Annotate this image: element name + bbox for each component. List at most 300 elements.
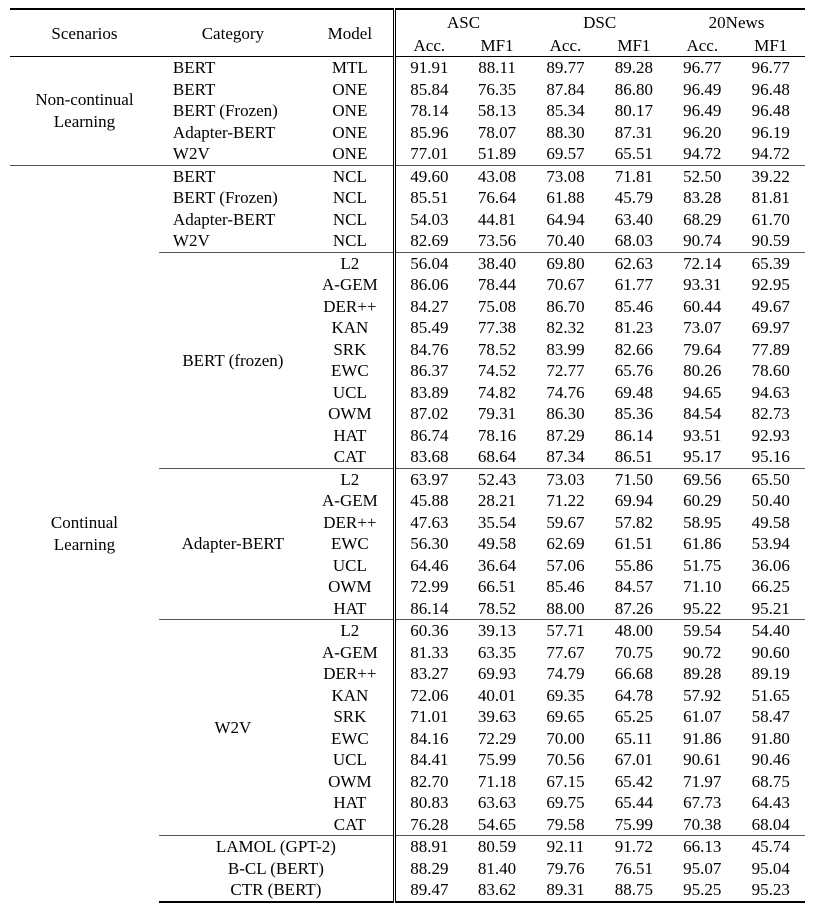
category-name: Adapter-BERT xyxy=(159,468,307,620)
metric-value: 49.58 xyxy=(477,534,517,554)
category-name: W2V xyxy=(159,620,307,836)
metric-value: 39.63 xyxy=(477,707,517,727)
scenario-label: Non-continual Learning xyxy=(35,89,134,131)
metric-value: 88.30 xyxy=(546,122,585,142)
metric-value: 68.04 xyxy=(751,814,790,834)
metric-value: 91.72 xyxy=(600,836,668,858)
metric-value: 86.74 xyxy=(394,425,462,447)
metric-value: 85.46 xyxy=(546,577,585,597)
metric-value: 86.37 xyxy=(394,360,462,382)
metric-value: 92.93 xyxy=(751,425,790,445)
metric-value: 57.82 xyxy=(614,512,653,532)
metric-value: 88.00 xyxy=(546,598,585,618)
metric-value: 54.03 xyxy=(394,209,462,231)
metric-value: 67.01 xyxy=(614,750,653,770)
category-name: BERT xyxy=(172,58,216,78)
category-name: BERT (frozen) xyxy=(159,252,307,468)
model-name: OWM xyxy=(328,404,372,424)
metric-value: 63.97 xyxy=(394,468,462,490)
metric-value: 85.46 xyxy=(614,296,653,316)
metric-value: 71.50 xyxy=(600,468,668,490)
metric-value: 71.81 xyxy=(600,165,668,187)
table-body xyxy=(10,57,805,902)
metric-value: 61.88 xyxy=(546,188,585,208)
metric-value: 45.74 xyxy=(737,836,806,858)
metric-value: 95.23 xyxy=(737,879,806,902)
metric-value: 61.77 xyxy=(614,275,653,295)
metric-value: 96.77 xyxy=(751,58,790,78)
metric-value: 65.76 xyxy=(614,361,653,381)
metric-value: 51.89 xyxy=(477,144,517,164)
metric-value: 71.97 xyxy=(683,771,722,791)
metric-value: 83.28 xyxy=(683,188,722,208)
metric-value: 69.94 xyxy=(614,491,653,511)
metric-value: 93.31 xyxy=(683,275,722,295)
metric-value: 84.54 xyxy=(683,404,722,424)
header-dataset-20news: 20News xyxy=(668,9,805,34)
metric-value: 55.86 xyxy=(614,555,653,575)
metric-value: 89.28 xyxy=(683,664,722,684)
metric-value: 78.07 xyxy=(477,122,517,142)
metric-value: 82.73 xyxy=(751,404,790,424)
metric-value: 89.47 xyxy=(394,879,462,902)
model-name: HAT xyxy=(333,598,367,618)
header-metric: Acc. xyxy=(531,34,599,57)
metric-value: 90.59 xyxy=(751,231,790,251)
model-name: KAN xyxy=(331,685,369,705)
model-name: A-GEM xyxy=(322,642,378,662)
metric-value: 38.40 xyxy=(463,252,531,274)
metric-value: 36.64 xyxy=(477,555,517,575)
category-name: BERT (Frozen) xyxy=(172,188,278,208)
metric-value: 53.94 xyxy=(751,534,790,554)
metric-value: 85.96 xyxy=(394,122,462,144)
metric-value: 83.68 xyxy=(394,446,462,468)
model-name: NCL xyxy=(332,231,367,251)
model-name: DER++ xyxy=(323,296,377,316)
metric-value: 96.48 xyxy=(751,101,790,121)
metric-value: 51.75 xyxy=(683,555,722,575)
metric-value: 62.63 xyxy=(600,252,668,274)
metric-value: 82.32 xyxy=(546,318,585,338)
metric-value: 88.11 xyxy=(478,58,516,78)
category-name: BERT xyxy=(172,79,216,99)
metric-value: 43.08 xyxy=(463,165,531,187)
metric-value: 86.06 xyxy=(394,274,462,296)
metric-value: 73.07 xyxy=(683,318,722,338)
metric-value: 49.58 xyxy=(751,512,790,532)
metric-value: 95.17 xyxy=(683,447,722,467)
metric-value: 72.06 xyxy=(394,685,462,707)
metric-value: 81.40 xyxy=(477,858,517,878)
metric-value: 77.67 xyxy=(546,642,585,662)
metric-value: 49.60 xyxy=(394,165,462,187)
results-table xyxy=(10,8,805,903)
metric-value: 64.94 xyxy=(546,209,585,229)
metric-value: 78.44 xyxy=(477,275,517,295)
metric-value: 71.01 xyxy=(394,706,462,728)
metric-value: 91.91 xyxy=(394,57,462,79)
model-name: CAT xyxy=(333,447,366,467)
metric-value: 67.15 xyxy=(546,771,585,791)
metric-value: 81.33 xyxy=(394,642,462,664)
metric-value: 93.51 xyxy=(683,425,722,445)
metric-value: 83.89 xyxy=(394,382,462,404)
metric-value: 65.50 xyxy=(737,468,806,490)
metric-value: 62.69 xyxy=(546,534,585,554)
metric-value: 44.81 xyxy=(477,209,517,229)
metric-value: 72.14 xyxy=(668,252,736,274)
metric-value: 87.84 xyxy=(546,79,585,99)
metric-value: 57.71 xyxy=(531,620,599,642)
metric-value: 88.75 xyxy=(600,879,668,902)
metric-value: 71.18 xyxy=(477,771,517,791)
metric-value: 50.40 xyxy=(751,491,790,511)
model-name: SRK xyxy=(333,339,367,359)
model-name: NCL xyxy=(332,188,367,208)
metric-value: 84.57 xyxy=(614,577,653,597)
metric-value: 84.41 xyxy=(394,749,462,771)
metric-value: 79.64 xyxy=(683,339,722,359)
header-metric: Acc. xyxy=(394,34,462,57)
metric-value: 66.13 xyxy=(668,836,736,858)
metric-value: 66.51 xyxy=(477,577,517,597)
metric-value: 56.04 xyxy=(394,252,462,274)
metric-value: 54.65 xyxy=(477,814,517,834)
header-metric: MF1 xyxy=(737,34,806,57)
metric-value: 90.61 xyxy=(683,750,722,770)
metric-value: 63.63 xyxy=(477,793,517,813)
metric-value: 73.56 xyxy=(477,231,517,251)
category-name: W2V xyxy=(172,231,210,251)
metric-value: 54.40 xyxy=(737,620,806,642)
metric-value: 88.91 xyxy=(394,836,462,858)
metric-value: 47.63 xyxy=(394,512,462,534)
model-name: A-GEM xyxy=(322,275,378,295)
metric-value: 48.00 xyxy=(600,620,668,642)
metric-value: 68.29 xyxy=(683,209,722,229)
metric-value: 76.35 xyxy=(477,79,517,99)
scenario-label: Continual Learning xyxy=(50,512,118,554)
metric-value: 69.97 xyxy=(751,318,790,338)
metric-value: 94.72 xyxy=(683,144,722,164)
metric-value: 65.25 xyxy=(614,707,653,727)
metric-value: 80.59 xyxy=(463,836,531,858)
metric-value: 96.19 xyxy=(751,122,790,142)
metric-value: 60.44 xyxy=(683,296,722,316)
metric-value: 69.56 xyxy=(668,468,736,490)
metric-value: 79.31 xyxy=(477,404,517,424)
metric-value: 74.82 xyxy=(477,382,517,402)
header-metric: MF1 xyxy=(463,34,531,57)
model-name: OWM xyxy=(328,771,372,791)
model-name: DER++ xyxy=(323,512,377,532)
metric-value: 94.72 xyxy=(751,144,790,164)
metric-value: 61.86 xyxy=(683,534,722,554)
model-name: NCL xyxy=(307,165,395,187)
metric-value: 83.99 xyxy=(546,339,585,359)
header-metric: Acc. xyxy=(668,34,736,57)
metric-value: 75.08 xyxy=(477,296,517,316)
model-name: EWC xyxy=(330,361,369,381)
metric-value: 83.62 xyxy=(463,879,531,902)
metric-value: 68.64 xyxy=(477,447,517,467)
metric-value: 80.17 xyxy=(614,101,653,121)
metric-value: 58.13 xyxy=(477,101,517,121)
metric-value: 89.19 xyxy=(751,664,790,684)
model-name: UCL xyxy=(332,750,367,770)
metric-value: 89.28 xyxy=(614,58,653,78)
metric-value: 96.49 xyxy=(683,79,722,99)
header-model: Model xyxy=(307,9,395,57)
metric-value: 86.51 xyxy=(614,447,653,467)
metric-value: 84.16 xyxy=(394,728,462,750)
metric-value: 87.34 xyxy=(546,447,585,467)
metric-value: 78.60 xyxy=(751,361,790,381)
model-name: L2 xyxy=(307,468,395,490)
metric-value: 78.16 xyxy=(477,425,517,445)
metric-value: 52.50 xyxy=(668,165,736,187)
model-name: B-CL (BERT) xyxy=(227,858,324,878)
metric-value: 59.54 xyxy=(668,620,736,642)
metric-value: 72.99 xyxy=(394,576,462,598)
metric-value: 96.48 xyxy=(751,79,790,99)
metric-value: 71.22 xyxy=(546,491,585,511)
model-name: UCL xyxy=(332,555,367,575)
table-row xyxy=(10,165,805,187)
category-name: Adapter-BERT xyxy=(172,122,276,142)
category-name: BERT (Frozen) xyxy=(172,101,278,121)
metric-value: 77.01 xyxy=(394,143,462,165)
metric-value: 75.99 xyxy=(477,750,517,770)
metric-value: 71.10 xyxy=(683,577,722,597)
metric-value: 85.51 xyxy=(394,187,462,209)
metric-value: 81.23 xyxy=(614,318,653,338)
model-name: ONE xyxy=(332,79,368,99)
metric-value: 95.16 xyxy=(751,447,790,467)
metric-value: 95.21 xyxy=(751,598,790,618)
model-name: OWM xyxy=(328,577,372,597)
metric-value: 87.02 xyxy=(394,403,462,425)
metric-value: 79.76 xyxy=(546,858,585,878)
metric-value: 86.14 xyxy=(614,425,653,445)
category-name: BERT xyxy=(159,165,307,187)
model-name: ONE xyxy=(332,122,368,142)
model-name: DER++ xyxy=(323,664,377,684)
metric-value: 70.00 xyxy=(546,728,585,748)
metric-value: 90.72 xyxy=(683,642,722,662)
metric-value: 67.73 xyxy=(683,793,722,813)
metric-value: 81.81 xyxy=(751,188,790,208)
metric-value: 70.75 xyxy=(614,642,653,662)
metric-value: 72.29 xyxy=(477,728,517,748)
category-name: W2V xyxy=(172,144,210,164)
metric-value: 88.29 xyxy=(394,858,462,880)
metric-value: 61.70 xyxy=(751,209,790,229)
scenario-cell xyxy=(10,57,159,166)
metric-value: 85.49 xyxy=(394,317,462,339)
metric-value: 86.30 xyxy=(546,404,585,424)
model-name: SRK xyxy=(333,707,367,727)
metric-value: 90.74 xyxy=(683,231,722,251)
metric-value: 82.69 xyxy=(394,230,462,252)
metric-value: 94.65 xyxy=(683,382,722,402)
metric-value: 66.68 xyxy=(614,664,653,684)
metric-value: 95.25 xyxy=(668,879,736,902)
model-name: L2 xyxy=(307,252,395,274)
metric-value: 65.11 xyxy=(615,728,653,748)
metric-value: 58.95 xyxy=(683,512,722,532)
metric-value: 68.03 xyxy=(614,231,653,251)
metric-value: 63.35 xyxy=(477,642,517,662)
metric-value: 56.30 xyxy=(394,533,462,555)
model-name: EWC xyxy=(330,534,369,554)
model-name: L2 xyxy=(307,620,395,642)
metric-value: 70.67 xyxy=(546,275,585,295)
metric-value: 78.52 xyxy=(477,339,517,359)
metric-value: 52.43 xyxy=(463,468,531,490)
metric-value: 45.88 xyxy=(394,490,462,512)
metric-value: 78.52 xyxy=(477,598,517,618)
metric-value: 69.57 xyxy=(546,144,585,164)
model-name: CAT xyxy=(333,814,366,834)
model-name: NCL xyxy=(332,209,367,229)
metric-value: 76.51 xyxy=(614,858,653,878)
model-name: UCL xyxy=(332,382,367,402)
model-name: HAT xyxy=(333,793,367,813)
metric-value: 74.76 xyxy=(546,382,585,402)
header-category: Category xyxy=(159,9,307,57)
metric-value: 59.67 xyxy=(546,512,585,532)
metric-value: 45.79 xyxy=(614,188,653,208)
metric-value: 64.43 xyxy=(751,793,790,813)
metric-value: 76.64 xyxy=(477,188,517,208)
metric-value: 96.20 xyxy=(683,122,722,142)
header-scenarios: Scenarios xyxy=(10,9,159,57)
metric-value: 66.25 xyxy=(751,577,790,597)
model-name: HAT xyxy=(333,425,367,445)
metric-value: 65.44 xyxy=(614,793,653,813)
model-name: LAMOL (GPT-2) xyxy=(159,836,394,858)
metric-value: 68.75 xyxy=(751,771,790,791)
metric-value: 70.40 xyxy=(546,231,585,251)
metric-value: 95.04 xyxy=(751,858,790,878)
metric-value: 86.14 xyxy=(394,598,462,620)
metric-value: 91.86 xyxy=(683,728,722,748)
metric-value: 49.67 xyxy=(751,296,790,316)
model-name: ONE xyxy=(332,101,368,121)
metric-value: 61.07 xyxy=(683,707,722,727)
header-metric: MF1 xyxy=(600,34,668,57)
metric-value: 65.42 xyxy=(614,771,653,791)
metric-value: 90.60 xyxy=(751,642,790,662)
metric-value: 69.80 xyxy=(531,252,599,274)
metric-value: 94.63 xyxy=(751,382,790,402)
model-name: CTR (BERT) xyxy=(159,879,394,902)
metric-value: 35.54 xyxy=(477,512,517,532)
table-row xyxy=(10,57,805,79)
metric-value: 69.65 xyxy=(546,707,585,727)
metric-value: 82.70 xyxy=(394,771,462,793)
scenario-cell xyxy=(10,165,159,902)
metric-value: 87.26 xyxy=(614,598,653,618)
metric-value: 77.89 xyxy=(751,339,790,359)
metric-value: 92.11 xyxy=(531,836,599,858)
category-name: Adapter-BERT xyxy=(172,209,276,229)
metric-value: 69.48 xyxy=(614,382,653,402)
metric-value: 73.03 xyxy=(531,468,599,490)
metric-value: 58.47 xyxy=(751,707,790,727)
metric-value: 61.51 xyxy=(614,534,653,554)
metric-value: 51.65 xyxy=(751,685,790,705)
metric-value: 83.27 xyxy=(394,663,462,685)
metric-value: 60.36 xyxy=(394,620,462,642)
metric-value: 75.99 xyxy=(614,814,653,834)
metric-value: 40.01 xyxy=(477,685,517,705)
metric-value: 65.51 xyxy=(614,144,653,164)
metric-value: 69.75 xyxy=(546,793,585,813)
header-dataset-asc: ASC xyxy=(394,9,531,34)
metric-value: 60.29 xyxy=(683,491,722,511)
model-name: EWC xyxy=(330,728,369,748)
metric-value: 70.38 xyxy=(683,814,722,834)
metric-value: 70.56 xyxy=(546,750,585,770)
metric-value: 65.39 xyxy=(737,252,806,274)
model-name: MTL xyxy=(331,58,368,78)
metric-value: 96.49 xyxy=(683,101,722,121)
metric-value: 73.08 xyxy=(531,165,599,187)
metric-value: 85.36 xyxy=(614,404,653,424)
metric-value: 96.77 xyxy=(683,58,722,78)
model-name: ONE xyxy=(332,144,368,164)
metric-value: 57.92 xyxy=(683,685,722,705)
metric-value: 76.28 xyxy=(394,814,462,836)
metric-value: 86.70 xyxy=(546,296,585,316)
metric-value: 77.38 xyxy=(477,318,517,338)
metric-value: 95.22 xyxy=(683,598,722,618)
metric-value: 84.76 xyxy=(394,339,462,361)
metric-value: 92.95 xyxy=(751,275,790,295)
metric-value: 84.27 xyxy=(394,296,462,318)
metric-value: 79.58 xyxy=(546,814,585,834)
metric-value: 82.66 xyxy=(614,339,653,359)
metric-value: 89.77 xyxy=(546,58,585,78)
metric-value: 91.80 xyxy=(751,728,790,748)
metric-value: 87.31 xyxy=(614,122,653,142)
model-name: A-GEM xyxy=(322,491,378,511)
metric-value: 74.52 xyxy=(477,361,517,381)
model-name: KAN xyxy=(331,318,369,338)
metric-value: 69.35 xyxy=(546,685,585,705)
metric-value: 39.22 xyxy=(737,165,806,187)
metric-value: 57.06 xyxy=(546,555,585,575)
metric-value: 28.21 xyxy=(477,491,517,511)
metric-value: 72.77 xyxy=(546,361,585,381)
metric-value: 87.29 xyxy=(546,425,585,445)
metric-value: 86.80 xyxy=(614,79,653,99)
metric-value: 63.40 xyxy=(614,209,653,229)
metric-value: 64.78 xyxy=(614,685,653,705)
header-dataset-dsc: DSC xyxy=(531,9,668,34)
metric-value: 36.06 xyxy=(751,555,790,575)
metric-value: 69.93 xyxy=(477,664,517,684)
metric-value: 78.14 xyxy=(394,100,462,122)
metric-value: 95.07 xyxy=(683,858,722,878)
metric-value: 80.26 xyxy=(683,361,722,381)
metric-value: 85.34 xyxy=(546,101,585,121)
metric-value: 64.46 xyxy=(394,555,462,577)
metric-value: 85.84 xyxy=(394,79,462,101)
